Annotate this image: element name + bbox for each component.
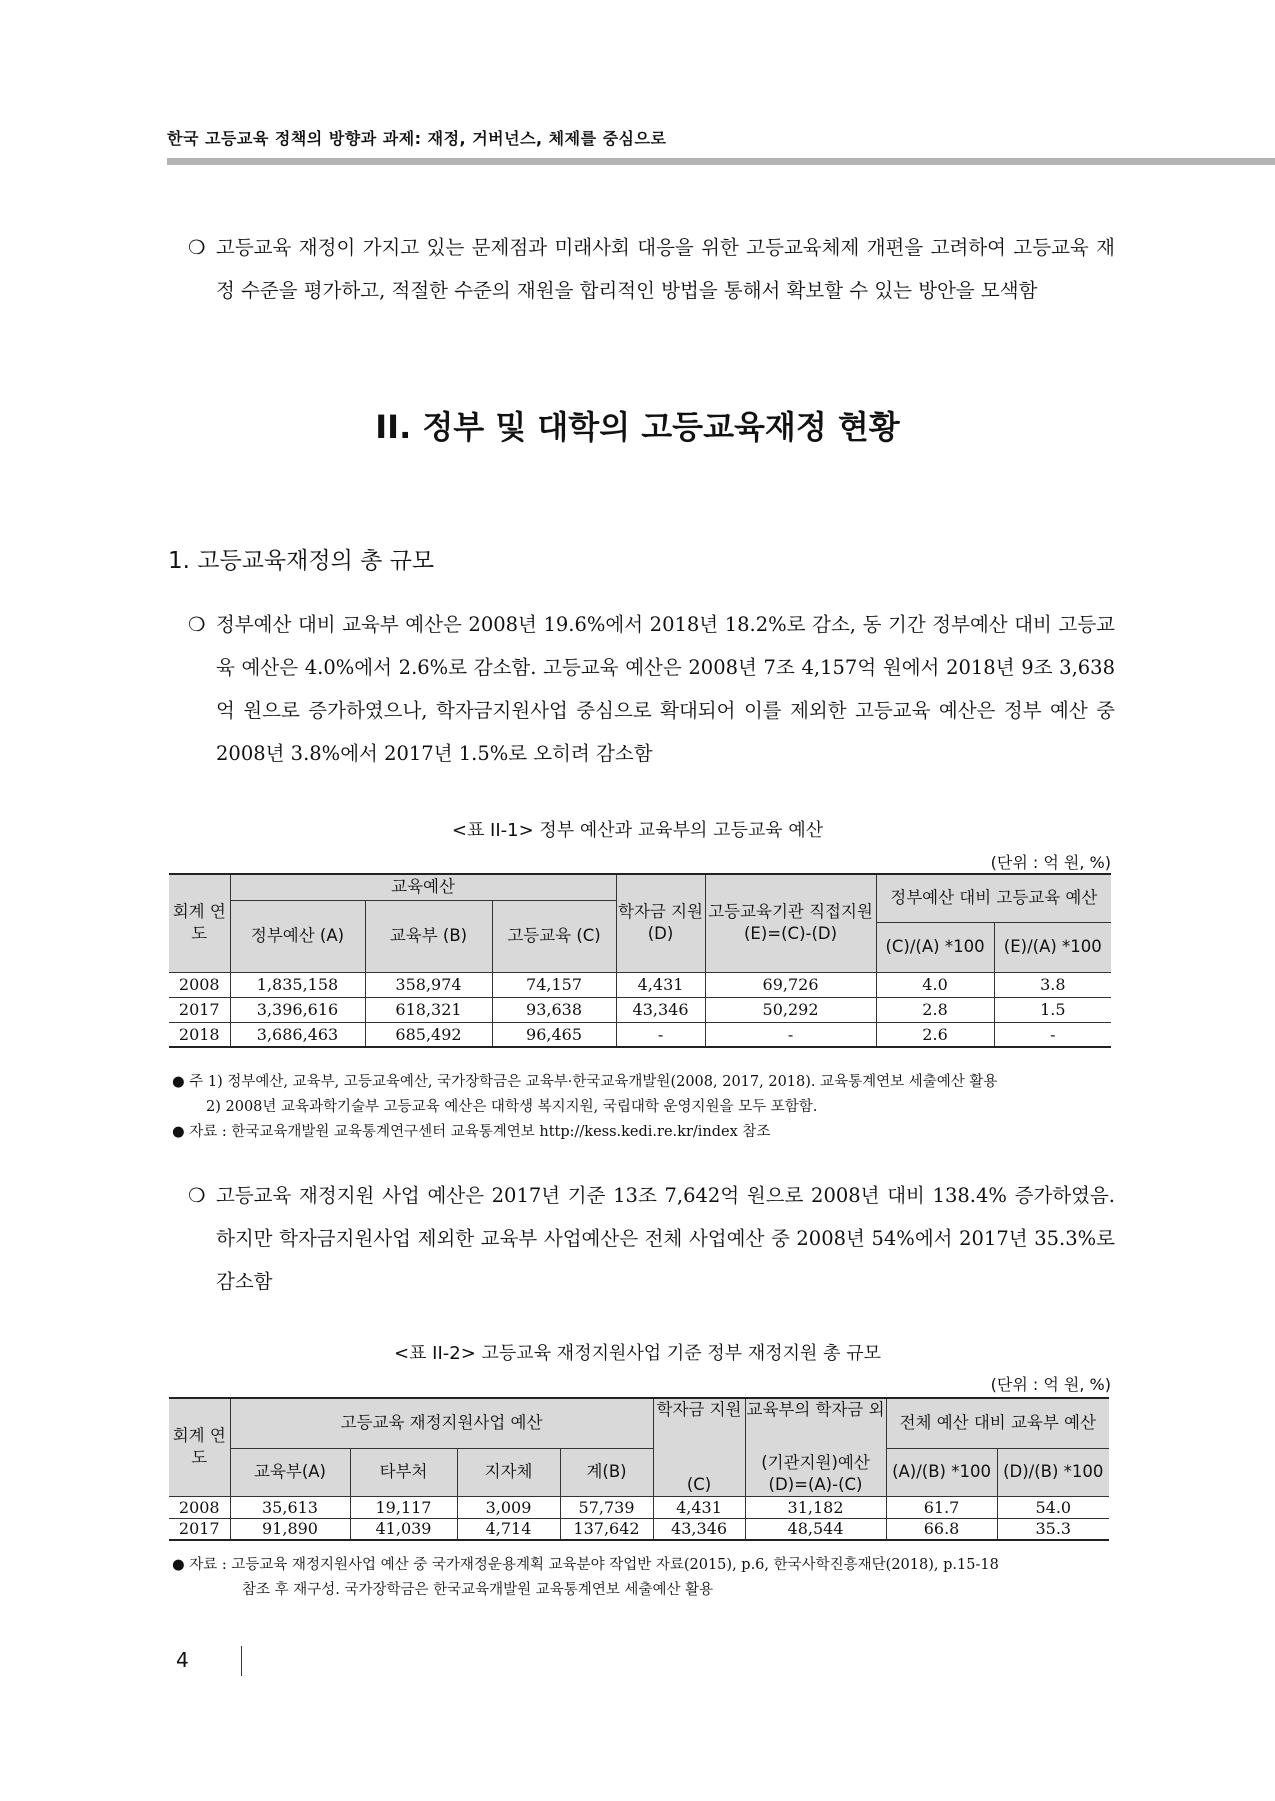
table-cell: 2.6 — [876, 1022, 994, 1047]
table-cell: 4,714 — [457, 1518, 560, 1540]
header-local: 지자체 — [457, 1448, 560, 1496]
header-b: 계(B) — [560, 1448, 653, 1496]
paragraph-text: 정부예산 대비 교육부 예산은 2008년 19.6%에서 2018년 18.2%로 감소, 동 기간 정부예산 대비 고등교육 예산은 4.0%에서 2.6%로 감소함. 고등교육 예산은 2008년 7조 4,157억 원에서 2018년 9조 3,638억 원으로 증가하였으나, 학자금지원사업 중심으로 확대되어 이를 제외한 고등교육 예산은 정부 예산 중 2008년 3.8%에서 2017년 1.5%로 오히려 감소함 — [216, 613, 1115, 765]
header-r2: (E)/(A) *100 — [994, 922, 1111, 972]
table-cell: 4.0 — [876, 972, 994, 997]
table-cell: 2008 — [169, 972, 230, 997]
source-note-cont: 참조 후 재구성. 국가장학금은 한국교육개발원 교육통계연보 세출예산 활용 — [242, 1582, 714, 1598]
table-cell: 74,157 — [492, 972, 616, 997]
table-cell: 91,890 — [230, 1518, 350, 1540]
budget-table — [169, 873, 1111, 1048]
header-program: 고등교육 재정지원사업 예산 — [230, 1398, 653, 1448]
header-rule — [167, 158, 1275, 165]
table-cell: 43,346 — [653, 1518, 745, 1540]
table-cell: 2008 — [169, 1496, 230, 1518]
table1-caption: <표 II-1> 정부 예산과 교육부의 고등교육 예산 — [451, 820, 824, 841]
table-cell: - — [994, 1022, 1111, 1047]
header-year: 회계 연도 — [169, 1398, 230, 1496]
page-number-divider — [241, 1646, 242, 1676]
header-r1: (C)/(A) *100 — [876, 922, 994, 972]
table-cell: 1.5 — [994, 997, 1111, 1022]
table-cell: 35.3 — [997, 1518, 1109, 1540]
header-ratio: 전체 예산 대비 교육부 예산 — [886, 1398, 1109, 1448]
source-note: ● 자료 : 고등교육 재정지원사업 예산 중 국가재정운용계획 교육분야 작업반 자료(2015), p.6, 한국사학진흥재단(2018), p.15-18 — [172, 1557, 999, 1573]
paragraph-3 — [190, 1174, 1115, 1303]
table-row — [169, 997, 1111, 1022]
table-cell: 96,465 — [492, 1022, 616, 1047]
table-cell: - — [616, 1022, 705, 1047]
table-cell: 1,835,158 — [230, 972, 365, 997]
table2-caption: <표 II-2> 고등교육 재정지원사업 기준 정부 재정지원 총 규모 — [393, 1343, 882, 1364]
note-2: 2) 2008년 교육과학기술부 고등교육 예산은 대학생 복지지원, 국립대학 운영지원을 모두 포함함. — [206, 1099, 818, 1115]
section-title: II. 정부 및 대학의 고등교육재정 현황 — [375, 408, 900, 446]
header-c-top: 학자금 지원 — [653, 1398, 745, 1448]
table-cell: 48,544 — [745, 1518, 886, 1540]
header-c: (C) — [653, 1448, 745, 1496]
table-cell: 3,686,463 — [230, 1022, 365, 1047]
table-cell: 4,431 — [653, 1496, 745, 1518]
note-1: ● 주 1) 정부예산, 교육부, 고등교육예산, 국가장학금은 교육부·한국교육개발원(2008, 2017, 2018). 교육통계연보 세출예산 활용 — [172, 1074, 998, 1090]
table-cell: 43,346 — [616, 997, 705, 1022]
header-ratio: 정부예산 대비 고등교육 예산 — [876, 874, 1111, 922]
paragraph-text: 고등교육 재정지원 사업 예산은 2017년 기준 13조 7,642억 원으로 2008년 대비 138.4% 증가하였음. 하지만 학자금지원사업 제외한 교육부 사업예산은 전체 사업예산 중 2008년 54%에서 2017년 35.3%로 감소함 — [216, 1184, 1115, 1293]
table2-notes — [172, 1553, 1122, 1603]
header-year: 회계 연도 — [169, 874, 230, 972]
header-r2: (D)/(B) *100 — [997, 1448, 1109, 1496]
paragraph-1 — [190, 226, 1115, 312]
table-cell: 41,039 — [350, 1518, 457, 1540]
program-table — [169, 1397, 1109, 1541]
table-cell: 31,182 — [745, 1496, 886, 1518]
table-cell: 2017 — [169, 1518, 230, 1540]
header-d: 학자금 지원 (D) — [616, 874, 705, 972]
page-number: 4 — [176, 1648, 189, 1672]
circle-bullet-icon: ❍ — [188, 236, 206, 259]
table2-unit: (단위 : 억 원, %) — [990, 1375, 1111, 1394]
table-cell: 2017 — [169, 997, 230, 1022]
header-edu-budget: 교육예산 — [230, 874, 616, 900]
table-cell: 35,613 — [230, 1496, 350, 1518]
table-cell: 3,396,616 — [230, 997, 365, 1022]
table-row — [169, 972, 1111, 997]
table-cell: 54.0 — [997, 1496, 1109, 1518]
header-b: 교육부 (B) — [365, 900, 492, 972]
table-cell: 50,292 — [705, 997, 876, 1022]
subsection-title: 1. 고등교육재정의 총 규모 — [168, 548, 435, 574]
table1-unit: (단위 : 억 원, %) — [990, 853, 1111, 872]
paragraph-text: 고등교육 재정이 가지고 있는 문제점과 미래사회 대응을 위한 고등교육체제 개편을 고려하여 고등교육 재정 수준을 평가하고, 적절한 수준의 재원을 합리적인 방법을 통해서 확보할 수 있는 방안을 모색함 — [216, 236, 1115, 302]
table-cell: 685,492 — [365, 1022, 492, 1047]
table-cell: 618,321 — [365, 997, 492, 1022]
table-cell: 61.7 — [886, 1496, 997, 1518]
table-row — [169, 1022, 1111, 1047]
circle-bullet-icon: ❍ — [188, 613, 206, 636]
table-cell: 4,431 — [616, 972, 705, 997]
table-cell: 66.8 — [886, 1518, 997, 1540]
table-cell: 2018 — [169, 1022, 230, 1047]
table-cell: 2.8 — [876, 997, 994, 1022]
table1-notes — [172, 1070, 1122, 1145]
header-a: 정부예산 (A) — [230, 900, 365, 972]
header-d-top: 교육부의 학자금 외 — [745, 1398, 886, 1448]
header-d: (기관지원)예산 (D)=(A)-(C) — [745, 1448, 886, 1496]
header-a: 교육부(A) — [230, 1448, 350, 1496]
table-row — [169, 1518, 1109, 1540]
table-row — [169, 1496, 1109, 1518]
table-cell: 358,974 — [365, 972, 492, 997]
header-e: 고등교육기관 직접지원 (E)=(C)-(D) — [705, 874, 876, 972]
table-cell: 3,009 — [457, 1496, 560, 1518]
table-cell: - — [705, 1022, 876, 1047]
table-cell: 57,739 — [560, 1496, 653, 1518]
header-other: 타부처 — [350, 1448, 457, 1496]
running-header: 한국 고등교육 정책의 방향과 과제: 재정, 거버넌스, 체제를 중심으로 — [167, 129, 667, 148]
paragraph-2 — [190, 603, 1115, 775]
circle-bullet-icon: ❍ — [188, 1184, 206, 1207]
header-c: 고등교육 (C) — [492, 900, 616, 972]
source-note: ● 자료 : 한국교육개발원 교육통계연구센터 교육통계연보 http://kess.kedi.re.kr/index 참조 — [172, 1124, 771, 1140]
table-cell: 3.8 — [994, 972, 1111, 997]
table-cell: 19,117 — [350, 1496, 457, 1518]
table-cell: 93,638 — [492, 997, 616, 1022]
header-r1: (A)/(B) *100 — [886, 1448, 997, 1496]
table-cell: 137,642 — [560, 1518, 653, 1540]
table-cell: 69,726 — [705, 972, 876, 997]
